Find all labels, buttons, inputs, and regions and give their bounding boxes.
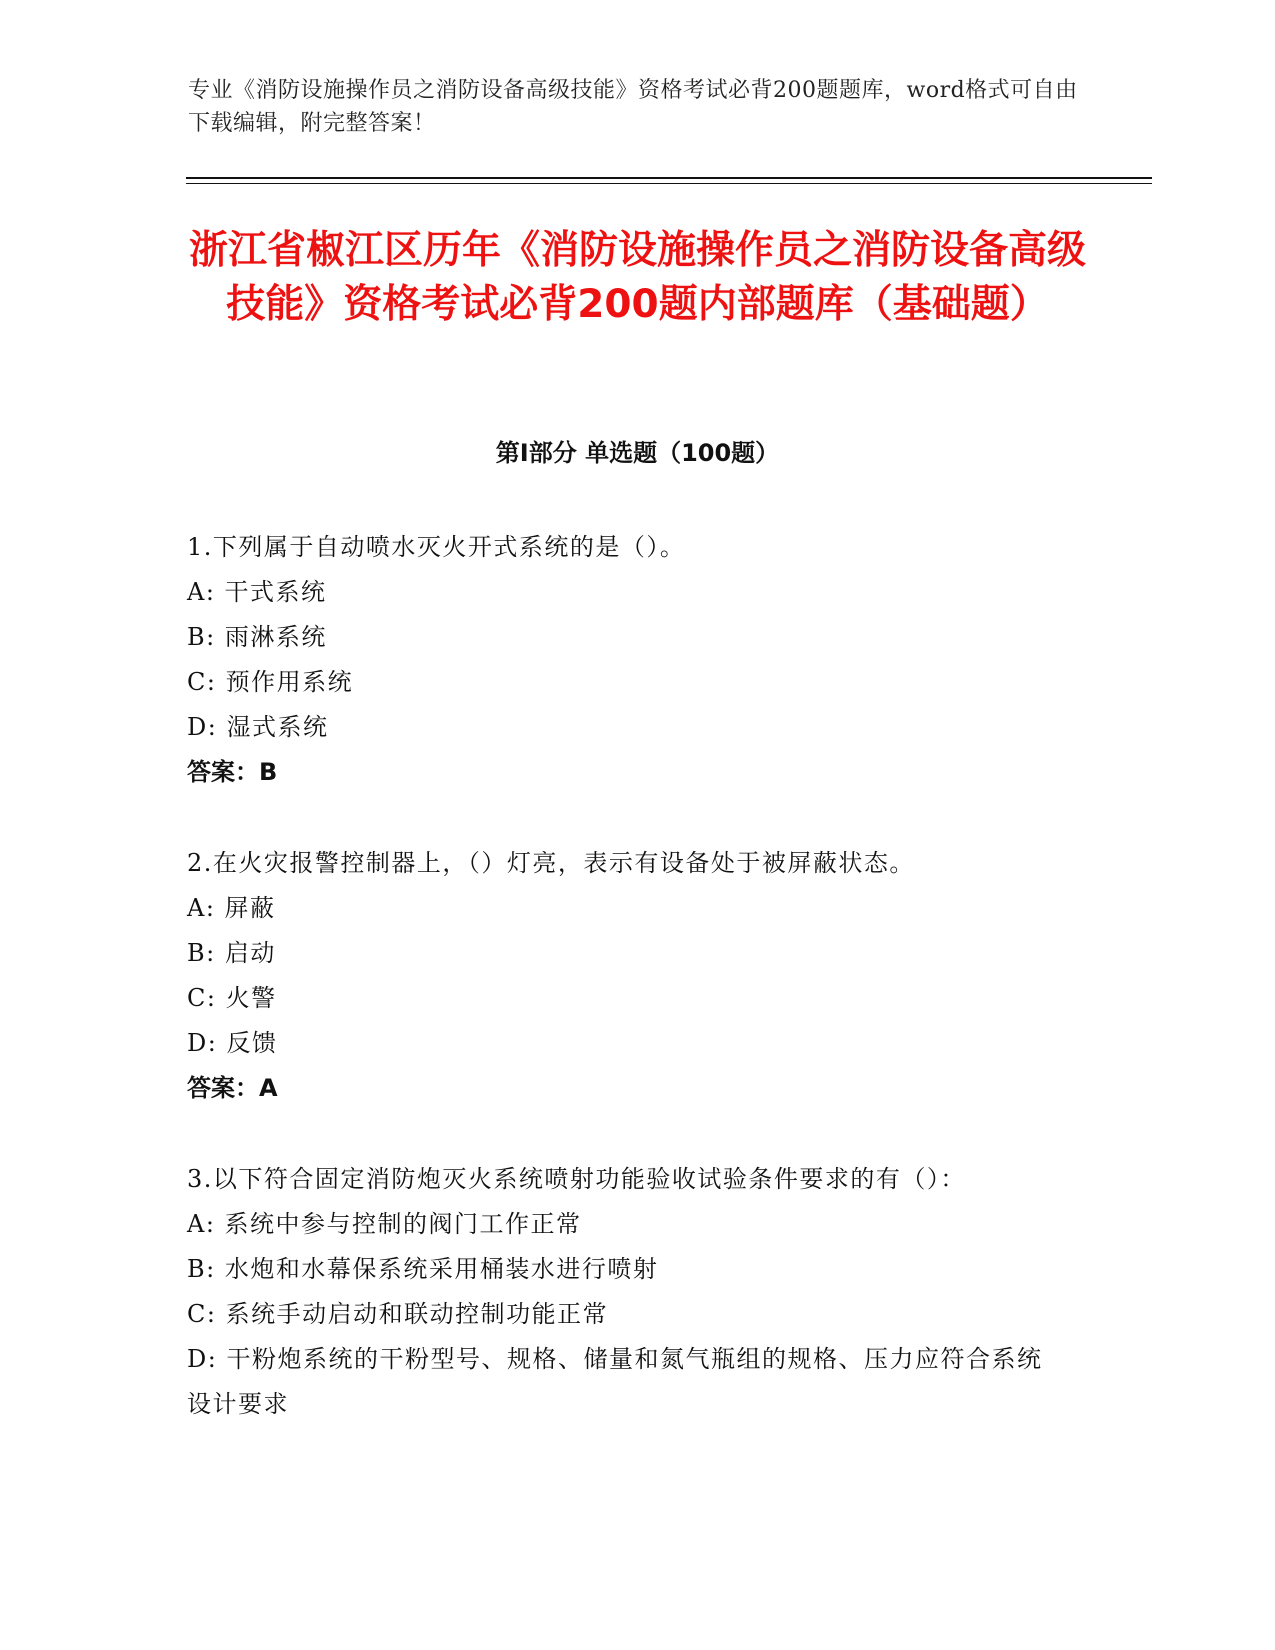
option-c: C: 系统手动启动和联动控制功能正常 xyxy=(187,1300,609,1328)
section-heading: 第Ⅰ部分 单选题（100题） xyxy=(495,439,780,467)
option-d: D: 反馈 xyxy=(187,1029,278,1057)
question-stem: 3.以下符合固定消防炮灭火系统喷射功能验收试验条件要求的有（）： xyxy=(187,1165,966,1193)
question-1 xyxy=(187,524,1067,795)
option-a: A: 系统中参与控制的阀门工作正常 xyxy=(187,1210,582,1238)
question-3 xyxy=(187,1156,1067,1427)
option-c: C: 预作用系统 xyxy=(187,668,354,696)
option-c: C: 火警 xyxy=(187,984,277,1012)
question-stem: 2.在火灾报警控制器上，（）灯亮，表示有设备处于被屏蔽状态。 xyxy=(187,849,915,877)
option-b: B: 启动 xyxy=(187,939,276,967)
header-note: 专业《消防设施操作员之消防设备高级技能》资格考试必背200题题库，word格式可自由下载编辑，附完整答案！ xyxy=(188,78,1078,136)
option-b: B: 水炮和水幕保系统采用桶装水进行喷射 xyxy=(187,1255,659,1283)
option-d: D: 湿式系统 xyxy=(187,713,329,741)
answer-line: 答案：A xyxy=(187,1074,278,1102)
header-divider-thin xyxy=(186,183,1152,184)
document-title: 浙江省椒江区历年《消防设施操作员之消防设备高级技能》资格考试必背200题内部题库（基础题） xyxy=(188,228,1086,327)
option-a: A: 屏蔽 xyxy=(187,894,276,922)
option-a: A: 干式系统 xyxy=(187,578,327,606)
header-divider-thick xyxy=(186,177,1152,179)
question-stem: 1.下列属于自动喷水灭火开式系统的是（）。 xyxy=(187,533,686,561)
option-d: D: 干粉炮系统的干粉型号、规格、储量和氮气瓶组的规格、压力应符合系统设计要求 xyxy=(187,1345,1043,1418)
answer-line: 答案：B xyxy=(187,758,278,786)
question-2 xyxy=(187,840,1067,1111)
option-b: B: 雨淋系统 xyxy=(187,623,327,651)
